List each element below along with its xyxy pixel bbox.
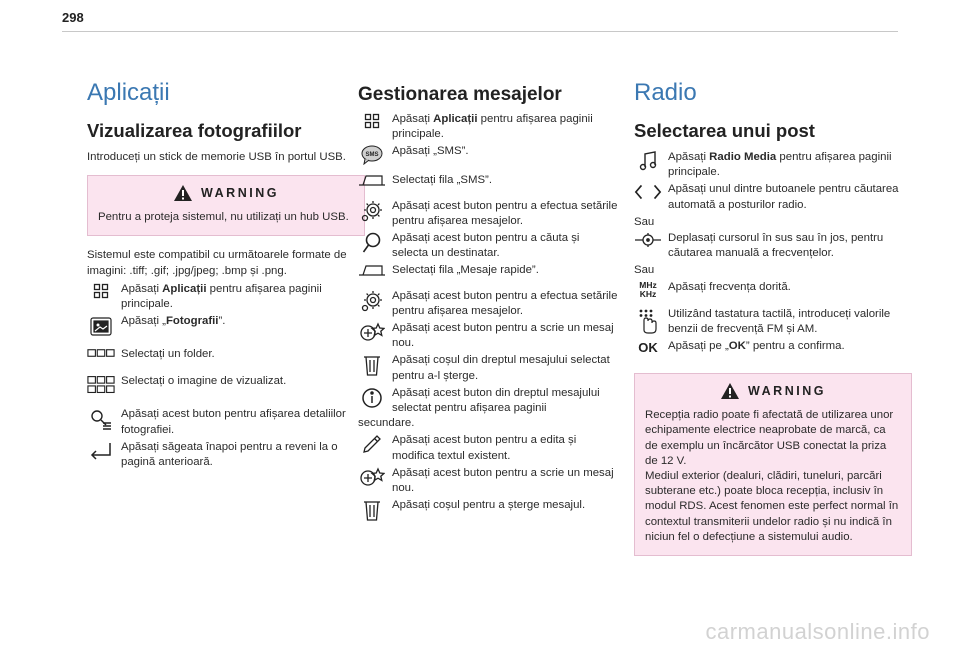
step-text: pentru afișarea paginii principale. [392, 113, 593, 141]
svg-text:SMS: SMS [365, 152, 379, 159]
column-radio [634, 78, 912, 568]
image-format-compat: Sistemul este compatibil cu următoarele formate de imagini: .tiff; .gif; .jpg/jpeg; .bmp și .png. [87, 249, 347, 277]
step-text: pentru afișarea paginii principale. [668, 151, 892, 179]
info-icon [361, 387, 383, 409]
apps-grid-icon [93, 283, 109, 299]
image-grid-icon [87, 375, 115, 395]
step-applications [87, 282, 365, 312]
warning-text-1: Recepția radio poate fi afectată de utilizarea unor echipamente electrice neaprobate de marcă, ca de exemplu un încărcător USB conectat la priza de 12 V. [645, 409, 894, 467]
khz-label: KHz [639, 288, 657, 299]
edit-pencil-icon [362, 434, 382, 454]
step-text-continued: secundare. [358, 417, 415, 430]
section-title-applications: Aplicații [87, 79, 170, 106]
step-text: Apăsați [121, 282, 163, 295]
chevrons-icon [634, 183, 662, 201]
step-text: Selectați fila „Mesaje rapide”. [392, 264, 539, 277]
step-bold: Fotografii [165, 315, 219, 328]
search-icon [362, 232, 382, 254]
trash-icon [363, 499, 381, 521]
step-text: Utilizând tastatura tactilă, introduceți valorile benzii de frecvență FM și AM. [668, 307, 891, 335]
radio-step-frequency [634, 280, 912, 299]
msg-step-tab-sms [358, 173, 618, 188]
warning-triangle-icon [173, 184, 193, 202]
msg-step-delete [358, 498, 618, 521]
msg-step-tab-quick [358, 263, 618, 278]
usb-intro: Introduceți un stick de memorie USB în portul USB. [87, 151, 346, 163]
radio-step-manual-seek [634, 231, 912, 261]
step-text: Apăsați frecvența dorită. [668, 280, 791, 293]
step-bold: OK [728, 340, 746, 353]
subsection-title-photos: Vizualizarea fotografiilor [87, 120, 302, 141]
step-text: Apăsați acest buton pentru a efectua setările pentru afișarea mesajelor. [392, 199, 618, 227]
subsection-title-station: Selectarea unui post [634, 120, 815, 141]
step-text: pentru afișarea paginii principale. [121, 282, 322, 311]
step-folder [87, 347, 365, 362]
step-photos [87, 314, 365, 337]
warning-header [98, 184, 354, 202]
apps-grid-icon [364, 113, 380, 129]
music-note-icon [639, 151, 657, 171]
details-icon [89, 408, 113, 432]
step-text: Apăsați acest buton pentru afișarea detaliilor fotografiei. [121, 408, 346, 436]
column-applications [87, 78, 365, 472]
step-text: Apăsați acest buton din dreptul mesajului selectat pentru afișarea paginii [392, 386, 600, 415]
warning-text-2: Mediul exterior (dealuri, clădiri, tuneluri, parcări subterane etc.) poate bloca recepția, inclusiv în modul RDS. Acest fenomen este perfect normal în contextul transmiterii undelor radio și nu indică în niciun fel o defecțiune a sistemului audio. [645, 470, 899, 543]
step-text: Deplasați cursorul în sus sau în jos, pentru căutarea manuală a frecvențelor. [668, 232, 884, 260]
watermark: carmanualsonline.info [705, 619, 930, 644]
settings-icon [361, 290, 383, 312]
section-title-radio: Radio [634, 79, 697, 106]
step-text: Apăsați coșul pentru a șterge mesajul. [392, 499, 586, 512]
radio-step-ok [634, 339, 912, 355]
new-message-icon [359, 467, 385, 487]
step-text: Selectați fila „SMS”. [392, 174, 493, 187]
header-divider [62, 31, 898, 32]
step-text: Apăsați acest buton pentru a edita și modifica textul existent. [392, 434, 577, 462]
warning-title: WARNING [748, 383, 826, 398]
msg-step-new-2 [358, 466, 618, 496]
msg-step-delete-selected [358, 353, 618, 383]
step-bold: Aplicații [433, 113, 478, 125]
warning-title: WARNING [201, 185, 279, 200]
new-message-icon [359, 322, 385, 342]
section-title-messages: Gestionarea mesajelor [358, 84, 562, 105]
tab-icon [358, 264, 386, 276]
msg-step-search [358, 231, 618, 261]
msg-step-sms [358, 144, 618, 165]
page-number: 298 [62, 10, 84, 25]
warning-triangle-icon [720, 382, 740, 400]
step-text: Apăsați pe „ [668, 340, 729, 353]
or-separator: Sau [634, 215, 655, 228]
step-text: Apăsați coșul din dreptul mesajului selectat pentru a-l șterge. [392, 354, 610, 382]
radio-step-media [634, 150, 912, 180]
step-text: Apăsați săgeata înapoi pentru a reveni la o pagină anterioară. [121, 440, 338, 469]
step-text: Selectați un folder. [121, 348, 215, 361]
step-bold: Aplicații [162, 282, 207, 295]
step-text: Apăsați acest buton pentru a căuta și selecta un destinatar. [392, 232, 580, 260]
warning-header [645, 382, 901, 400]
radio-step-keypad [634, 307, 912, 337]
step-text: Selectați o imagine de vizualizat. [121, 375, 287, 388]
photos-icon [89, 315, 113, 337]
radio-step-auto-seek [634, 182, 912, 212]
trash-icon [363, 354, 381, 376]
step-text: Apăsați [668, 151, 710, 163]
mhz-label: MHz [639, 279, 657, 290]
step-text: ” pentru a confirma. [745, 340, 845, 353]
column-messages [358, 78, 618, 523]
step-text: Apăsați „SMS”. [392, 145, 469, 158]
step-image [87, 374, 365, 395]
tuning-slider-icon [634, 232, 662, 248]
mhz-khz-icon [639, 281, 656, 299]
warning-text: Pentru a proteja sistemul, nu utilizați un hub USB. [98, 211, 349, 224]
warning-box-usb [87, 175, 365, 236]
ok-icon: OK [638, 340, 658, 356]
msg-step-new [358, 321, 618, 351]
warning-box-radio [634, 373, 912, 556]
step-back [87, 440, 365, 470]
msg-step-settings-2 [358, 289, 618, 319]
sms-icon [361, 145, 383, 165]
touch-keypad-icon [637, 308, 659, 334]
folders-icon [87, 348, 115, 358]
step-text: Apăsați „ [121, 315, 166, 328]
step-text: Apăsați [392, 113, 434, 125]
msg-step-settings [358, 199, 618, 229]
step-text: Apăsați unul dintre butoanele pentru căutarea automată a posturilor radio. [668, 183, 899, 211]
msg-step-edit [358, 433, 618, 463]
step-text: Apăsați acest buton pentru a scrie un mesaj nou. [392, 322, 614, 350]
msg-step-info [358, 386, 618, 416]
step-text: Apăsați acest buton pentru a efectua setările pentru afișarea mesajelor. [392, 289, 618, 317]
step-text: Apăsați acest buton pentru a scrie un mesaj nou. [392, 466, 614, 495]
or-separator: Sau [634, 264, 655, 277]
step-text: ”. [218, 315, 226, 328]
msg-step-applications [358, 112, 618, 142]
tab-icon [358, 174, 386, 186]
back-arrow-icon [89, 441, 113, 463]
step-bold: Radio Media [709, 151, 777, 163]
settings-icon [361, 200, 383, 222]
step-details [87, 407, 365, 437]
